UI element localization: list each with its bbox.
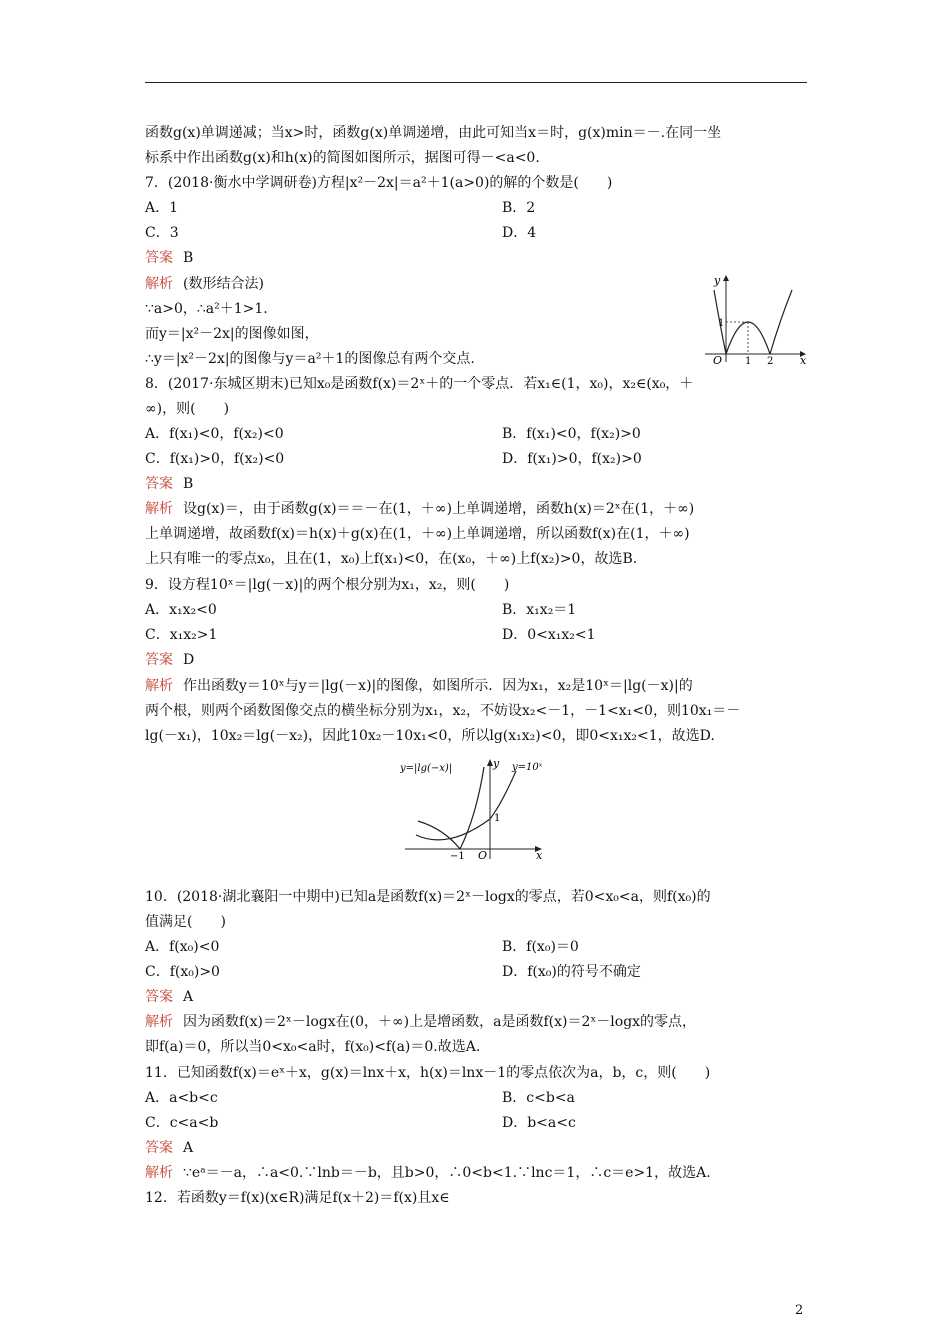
option-a: A．f(x₀)<0 <box>145 939 220 955</box>
question-9: 9．设方程10ˣ＝|lg(－x)|的两个根分别为x₁，x₂，则( ) <box>145 577 510 593</box>
answer-value: A <box>183 1140 194 1156</box>
explanation-row <box>145 1012 696 1032</box>
option-b: B．f(x₀)＝0 <box>502 939 579 955</box>
tick-label: 1 <box>745 356 752 365</box>
answer-row <box>145 474 193 494</box>
option-c: C．f(x₀)>0 <box>145 964 220 980</box>
curve-label-right: y=10ˣ <box>512 762 543 773</box>
question-10: 10．(2018·湖北襄阳一中期中)已知a是函数f(x)＝2ˣ－logx的零点，若0<x₀<a，则f(x₀)的 <box>145 889 711 905</box>
exp-log-graph <box>400 755 550 865</box>
y-label: y <box>493 757 500 770</box>
answer-row <box>145 1138 193 1158</box>
text-line: 即f(a)＝0，所以当0<x₀<a时，f(x₀)<f(a)＝0.故选A. <box>145 1039 481 1055</box>
explanation-text: 作出函数y＝10ˣ与y＝|lg(－x)|的图像，如图所示．因为x₁，x₂是10ˣ＝|lg(－x)|的 <box>183 678 693 694</box>
option-a: A．a<b<c <box>145 1090 218 1106</box>
answer-value: B <box>183 476 194 492</box>
text-line: ∞)，则( ) <box>145 401 230 417</box>
curve-exponential <box>416 771 516 840</box>
option-b: B．x₁x₂＝1 <box>502 602 577 618</box>
option-a: A．f(x₁)<0，f(x₂)<0 <box>145 426 284 442</box>
y-axis-arrow <box>723 275 729 281</box>
option-b: B．2 <box>502 200 536 216</box>
answer-value: D <box>183 652 195 668</box>
option-c: C．x₁x₂>1 <box>145 627 218 643</box>
option-d: D．4 <box>502 225 537 241</box>
option-a: A．1 <box>145 200 179 216</box>
answer-row <box>145 650 194 670</box>
explanation-text: 因为函数f(x)＝2ˣ－logx在(0，＋∞)上是增函数，a是函数f(x)＝2ˣ－logx的零点， <box>183 1014 697 1030</box>
option-d: D．b<a<c <box>502 1115 576 1131</box>
explanation-label: 解析 <box>145 1165 173 1181</box>
answer-label: 答案 <box>145 989 173 1005</box>
header-rule <box>145 82 807 83</box>
option-d: D．f(x₀)的符号不确定 <box>502 964 641 980</box>
abs-quadratic-graph <box>700 270 810 365</box>
option-c: C．3 <box>145 225 179 241</box>
answer-row <box>145 987 193 1007</box>
option-a: A．x₁x₂<0 <box>145 602 217 618</box>
explanation-label: 解析 <box>145 678 173 694</box>
answer-value: B <box>183 250 194 266</box>
option-c: C．f(x₁)>0，f(x₂)<0 <box>145 451 285 467</box>
question-8: 8．(2017·东城区期末)已知x₀是函数f(x)＝2ˣ＋的一个零点．若x₁∈(1，x₀)，x₂∈(x₀，＋ <box>145 376 694 392</box>
option-c: C．c<a<b <box>145 1115 219 1131</box>
text-line: ∵a>0，∴a²＋1>1. <box>145 301 268 317</box>
question-7: 7．(2018·衡水中学调研卷)方程|x²－2x|＝a²＋1(a>0)的解的个数是( ) <box>145 175 613 191</box>
explanation-text: 设g(x)＝，由于函数g(x)＝＝－在(1，＋∞)上单调递增，函数h(x)＝2ˣ在(1，＋∞) <box>183 501 695 517</box>
text-line: 而y＝|x²－2x|的图像如图， <box>145 326 319 342</box>
text-line: 上只有唯一的零点x₀，且在(1，x₀)上f(x₁)<0，在(x₀，＋∞)上f(x₂)>0，故选B. <box>145 551 638 567</box>
curve-right <box>770 290 792 354</box>
explanation-label: 解析 <box>145 276 173 292</box>
tick-label: 2 <box>767 356 774 365</box>
option-b: B．f(x₁)<0，f(x₂)>0 <box>502 426 641 442</box>
question-11: 11．已知函数f(x)＝eˣ＋x，g(x)＝lnx＋x，h(x)＝lnx－1的零点依次为a，b，c，则( ) <box>145 1065 711 1081</box>
curve-abs-log <box>418 767 484 849</box>
tick-label: −1 <box>450 851 465 862</box>
text-line: 两个根，则两个函数图像交点的横坐标分别为x₁，x₂，不妨设x₂<－1，－1<x₁<0，则10x₁＝－ <box>145 703 741 719</box>
option-b: B．c<b<a <box>502 1090 575 1106</box>
explanation-row <box>145 499 694 519</box>
tick-label: 1 <box>718 318 725 329</box>
x-label: x <box>800 354 807 365</box>
text-line: 函数g(x)单调递减；当x>时，函数g(x)单调递增，由此可知当x＝时，g(x)min＝－.在同一坐 <box>145 125 722 141</box>
text-line: ∴y＝|x²－2x|的图像与y＝a²＋1的图像总有两个交点. <box>145 351 475 367</box>
answer-label: 答案 <box>145 1140 173 1156</box>
y-label: y <box>714 274 721 287</box>
explanation-row <box>145 274 264 294</box>
explanation-text: ∵eᵃ＝－a，∴a<0.∵lnb＝－b，且b>0，∴0<b<1.∵lnc＝1，∴c＝e>1，故选A. <box>183 1165 711 1181</box>
text-line: 上单调递增，故函数f(x)＝h(x)＋g(x)在(1，＋∞)上单调递增，所以函数f(x)在(1，＋∞) <box>145 526 690 542</box>
text-line: 标系中作出函数g(x)和h(x)的简图如图所示，据图可得－<a<0. <box>145 150 540 166</box>
text-line: 值满足( ) <box>145 914 226 930</box>
x-label: x <box>536 849 543 862</box>
explanation-row <box>145 1163 711 1183</box>
curve-label-left: y=|lg(−x)| <box>400 763 453 774</box>
page-number: 2 <box>795 1303 804 1318</box>
tick-label: 1 <box>494 813 501 824</box>
option-d: D．0<x₁x₂<1 <box>502 627 596 643</box>
explanation-row <box>145 676 693 696</box>
origin-label: O <box>478 849 488 862</box>
explanation-label: 解析 <box>145 501 173 517</box>
text-line: lg(－x₁)，10x₂＝lg(－x₂)，因此10x₂－10x₁<0，所以lg(x₁x₂)<0，即0<x₁x₂<1，故选D. <box>145 728 715 744</box>
question-12: 12．若函数y＝f(x)(x∈R)满足f(x＋2)＝f(x)且x∈ <box>145 1190 450 1206</box>
answer-value: A <box>183 989 194 1005</box>
answer-label: 答案 <box>145 476 173 492</box>
answer-label: 答案 <box>145 652 173 668</box>
origin-label: O <box>713 354 723 365</box>
explanation-label: 解析 <box>145 1014 173 1030</box>
option-d: D．f(x₁)>0，f(x₂)>0 <box>502 451 642 467</box>
answer-label: 答案 <box>145 250 173 266</box>
answer-row <box>145 248 193 268</box>
explanation-text: (数形结合法) <box>183 276 264 292</box>
